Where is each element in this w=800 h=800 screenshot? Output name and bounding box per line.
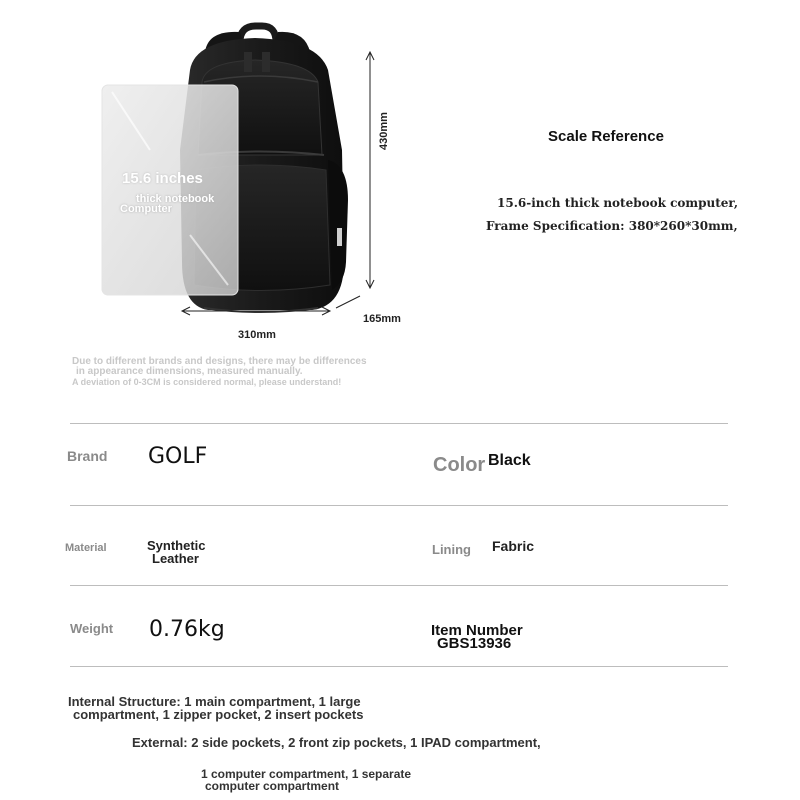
laptop-description (120, 194, 214, 214)
height-dimension-line (366, 52, 374, 288)
computer-compartment-text (201, 768, 411, 792)
depth-dimension-line (336, 296, 360, 308)
material-value (147, 539, 206, 565)
scale-reference-line: Frame Specification: 380*260*30mm, (486, 219, 738, 233)
disclaimer-line: in appearance dimensions, measured manually. (76, 366, 303, 377)
laptop-text-line: thick notebook (136, 193, 215, 205)
item-number-label: Item Number (431, 622, 523, 639)
divider (70, 666, 728, 667)
description-line: compartment, 1 zipper pocket, 2 insert pockets (73, 707, 364, 722)
laptop-text-line: Computer (120, 203, 172, 215)
item-number (431, 624, 523, 650)
material-label: Material (65, 542, 107, 554)
width-label: 310mm (238, 329, 276, 341)
laptop-overlay (102, 85, 238, 295)
color-label: Color (433, 454, 486, 476)
color-value: Black (488, 452, 531, 469)
material-value-line: Synthetic (147, 538, 206, 553)
external-structure-text: External: 2 side pockets, 2 front zip pockets, 1 IPAD compartment, (132, 735, 541, 750)
weight-value: 0.76kg (149, 617, 225, 642)
description-line: computer compartment (205, 779, 340, 793)
disclaimer-note (72, 357, 367, 387)
backpack-diagram (0, 0, 800, 340)
lining-label: Lining (432, 542, 471, 557)
description-line: 1 computer compartment, 1 separate (201, 767, 412, 781)
disclaimer-line: A deviation of 0-3CM is considered normal, please understand! (72, 377, 342, 387)
height-label: 430mm (378, 112, 390, 150)
scale-reference-line: 15.6-inch thick notebook computer, (497, 196, 739, 210)
laptop-size-label: 15.6 inches (122, 170, 203, 187)
brand-label: Brand (67, 448, 108, 464)
divider (70, 423, 728, 424)
weight-label: Weight (70, 621, 114, 636)
divider (70, 585, 728, 586)
scale-reference-title: Scale Reference (548, 128, 664, 145)
disclaimer-line: Due to different brands and designs, there may be differences (72, 356, 367, 367)
internal-structure-text (68, 695, 363, 721)
divider (70, 505, 728, 506)
brand-value: GOLF (148, 444, 208, 469)
lining-value: Fabric (492, 538, 535, 554)
description-line: Internal Structure: 1 main compartment, 1 large (68, 694, 361, 709)
material-value-line: Leather (152, 551, 199, 566)
item-number-value: GBS13936 (437, 635, 512, 652)
depth-label: 165mm (363, 313, 401, 325)
